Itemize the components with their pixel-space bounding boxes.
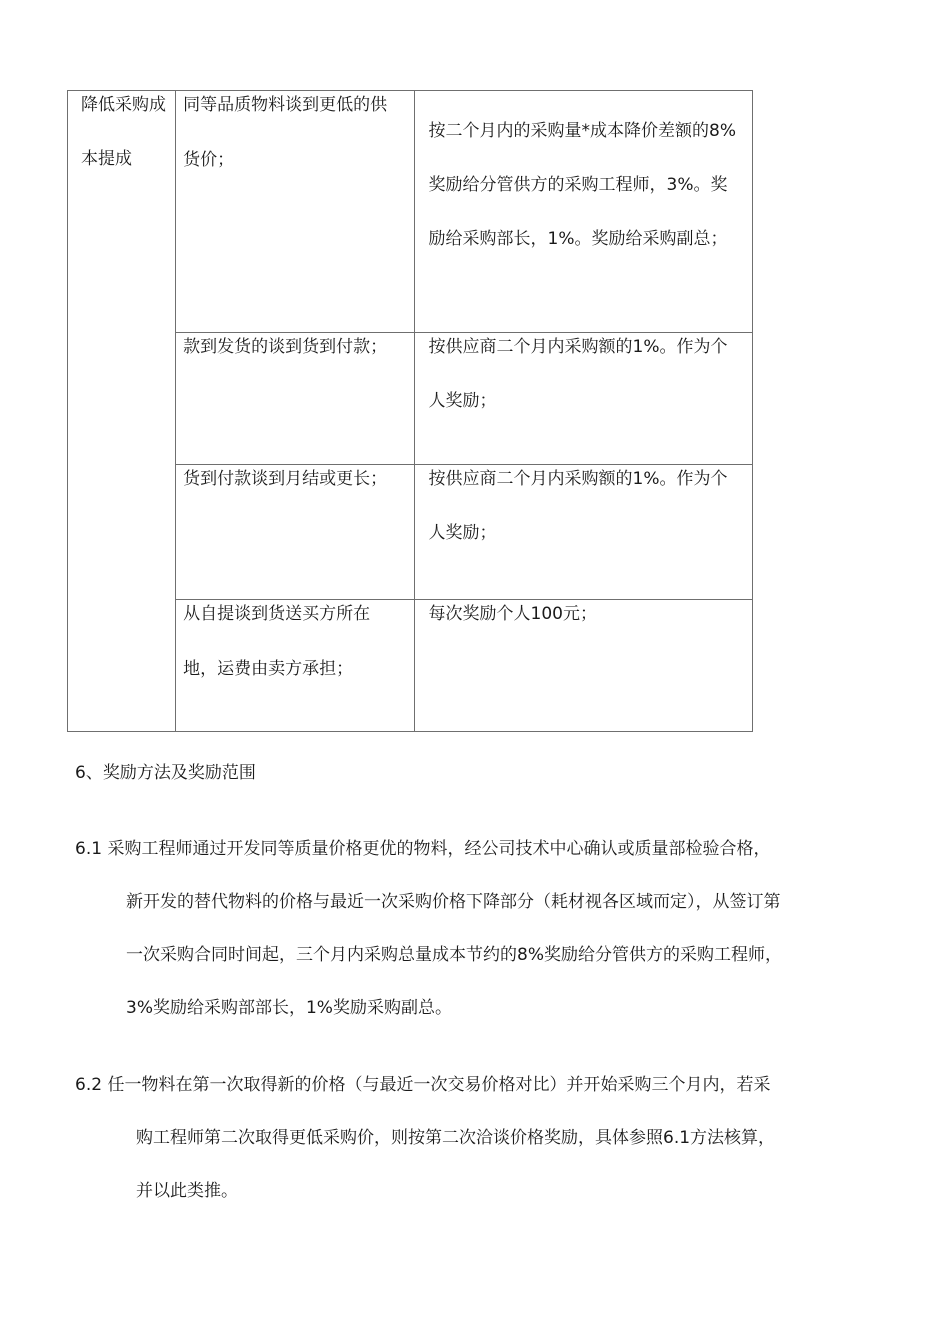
clause-line: 一次采购合同时间起，三个月内采购总量成本节约的8%奖励给分管供方的采购工程师， <box>126 945 782 965</box>
condition-text: 款到发货的谈到货到付款； <box>183 337 388 357</box>
condition-text: 同等品质物料谈到更低的供货价； <box>183 95 388 170</box>
reward-text: 每次奖励个人100元； <box>428 604 597 624</box>
reward-table <box>67 90 753 732</box>
clause-line: 6.1 采购工程师通过开发同等质量价格更优的物料，经公司技术中心确认或质量部检验合格， <box>75 839 771 859</box>
category-cell <box>68 91 176 732</box>
condition-cell <box>176 465 414 600</box>
category-label: 降低采购成本提成 <box>81 95 166 169</box>
clause-line: 购工程师第二次取得更低采购价，则按第二次洽谈价格奖励，具体参照6.1方法核算， <box>136 1128 776 1148</box>
clause-line: 新开发的替代物料的价格与最近一次采购价格下降部分（耗材视各区域而定），从签订第 <box>126 892 781 912</box>
condition-cell <box>176 91 414 333</box>
clause-line: 6.2 任一物料在第一次取得新的价格（与最近一次交易价格对比）并开始采购三个月内，若采 <box>75 1075 771 1095</box>
reward-cell <box>414 465 753 600</box>
clause-line: 并以此类推。 <box>136 1181 238 1201</box>
reward-text: 按二个月内的采购量*成本降价差额的8%奖励给分管供方的采购工程师，3%。奖励给采购部长，1%。奖励给采购副总； <box>428 121 736 249</box>
table-row <box>68 91 753 333</box>
section-heading: 6、奖励方法及奖励范围 <box>75 763 256 783</box>
condition-cell <box>176 333 414 465</box>
reward-text: 按供应商二个月内采购额的1%。作为个人奖励； <box>428 469 728 543</box>
reward-cell <box>414 333 753 465</box>
condition-text: 从自提谈到货送买方所在地，运费由卖方承担； <box>183 604 371 679</box>
reward-cell <box>414 600 753 732</box>
clause-line: 3%奖励给采购部部长，1%奖励采购副总。 <box>126 998 452 1018</box>
reward-text: 按供应商二个月内采购额的1%。作为个人奖励； <box>428 337 728 411</box>
reward-cell <box>414 91 753 333</box>
condition-text: 货到付款谈到月结或更长； <box>183 469 388 489</box>
condition-cell <box>176 600 414 732</box>
